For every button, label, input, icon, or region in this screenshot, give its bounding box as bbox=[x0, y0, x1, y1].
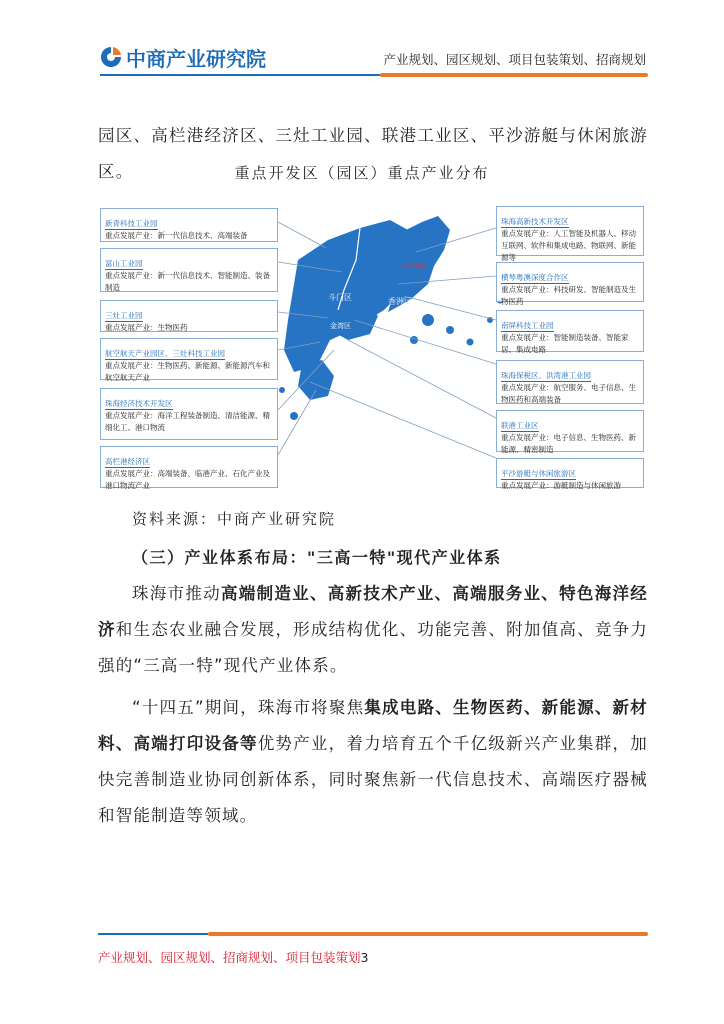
zone-title: 平沙游艇与休闲旅游区 bbox=[501, 469, 576, 478]
zone-body: 重点发展产业：生物医药、新能源、新能源汽车和航空航天产业 bbox=[105, 361, 270, 382]
map-island bbox=[410, 336, 418, 344]
p2-text-rest: 优势产业，着力培育五个千亿级新兴产业集群，加快完善制造业协同创新体系，同时聚焦新一代信息技术、高端医疗器械和智能制造等领域。 bbox=[98, 734, 648, 825]
zone-body: 重点发展产业：游艇制造与休闲旅游 bbox=[501, 481, 621, 490]
zone-title: 航空航天产业园区、三灶科技工业园 bbox=[105, 349, 225, 358]
header-divider-blue bbox=[100, 74, 380, 76]
footer-divider-orange bbox=[208, 932, 648, 936]
zone-title: 富山工业园 bbox=[105, 259, 143, 268]
zone-box-left-5 bbox=[100, 388, 278, 440]
body-paragraph-1 bbox=[98, 576, 648, 684]
brand-logo bbox=[100, 44, 266, 70]
map-island bbox=[446, 326, 454, 334]
page-number: 3 bbox=[360, 950, 369, 965]
zone-box-left-1 bbox=[100, 208, 278, 242]
map-island bbox=[290, 412, 298, 420]
header-tagline: 产业规划、园区规划、项目包装策划、招商规划 bbox=[383, 52, 646, 67]
logo-icon bbox=[100, 46, 122, 68]
zone-title: 南屏科技工业园 bbox=[501, 321, 554, 330]
zone-body: 重点发展产业：生物医药 bbox=[105, 323, 188, 332]
zone-title: 高栏港经济区 bbox=[105, 457, 150, 466]
zone-box-left-3 bbox=[100, 300, 278, 332]
zone-title: 横琴粤澳深度合作区 bbox=[501, 273, 569, 282]
zone-title: 珠海高新技术开发区 bbox=[501, 217, 569, 226]
page-header bbox=[0, 0, 724, 90]
zone-box-right-3 bbox=[496, 310, 644, 352]
footer bbox=[98, 948, 368, 966]
zone-box-left-4 bbox=[100, 338, 278, 380]
body-paragraph-2 bbox=[98, 690, 648, 834]
footer-tagline: 产业规划、园区规划、招商规划、项目包装策划 bbox=[98, 950, 361, 965]
map-landmass-gaolan bbox=[298, 360, 334, 400]
intro-paragraph: 园区、高栏港经济区、三灶工业园、联港工业区、平沙游艇与休闲旅游区。 bbox=[98, 126, 648, 181]
zone-box-right-2 bbox=[496, 262, 644, 306]
header-divider-orange bbox=[380, 73, 648, 77]
p1-text-rest: 和生态农业融合发展，形成结构优化、功能完善、附加值高、竞争力强的“三高一特”现代产业体系。 bbox=[98, 620, 649, 675]
zone-box-left-2 bbox=[100, 248, 278, 292]
development-zone-map bbox=[98, 200, 646, 490]
zone-body: 重点发展产业：智能制造装备、智能家居、集成电路 bbox=[501, 333, 629, 354]
label-xiangzhou: 香洲区 bbox=[388, 297, 412, 306]
zone-box-right-1 bbox=[496, 206, 644, 262]
zone-body: 重点发展产业：电子信息、生物医药、新能源、精密制造 bbox=[501, 433, 636, 454]
map-island bbox=[279, 387, 285, 393]
zone-body: 重点发展产业：高端装备、临港产业、石化产业及港口物流产业 bbox=[105, 469, 270, 490]
zone-body: 重点发展产业：新一代信息技术、高端装备 bbox=[105, 231, 248, 240]
zone-title: 珠海保税区、洪湾港工业园 bbox=[501, 371, 591, 380]
zone-title: 三灶工业园 bbox=[105, 311, 143, 320]
section-heading: （三）产业体系布局："三高一特"现代产业体系 bbox=[132, 548, 502, 567]
figure-caption: 重点开发区（园区）重点产业分布 bbox=[234, 164, 490, 182]
zone-body: 重点发展产业：科技研发、智能制造及生物医药 bbox=[501, 285, 636, 306]
p1-emphasis: 高端制造业、高新技术产业、高端服务业、特色海洋经济 bbox=[98, 584, 648, 639]
zone-title: 联港工业区 bbox=[501, 421, 539, 430]
zone-title: 新青科技工业园 bbox=[105, 219, 158, 228]
zone-box-right-5 bbox=[496, 410, 644, 452]
label-doumen: 斗门区 bbox=[328, 293, 352, 302]
zone-body: 重点发展产业：航空服务、电子信息、生物医药和高端装备 bbox=[501, 383, 636, 404]
zone-body: 重点发展产业：海洋工程装备制造、清洁能源、精细化工、港口物流 bbox=[105, 411, 270, 432]
zone-body: 重点发展产业：人工智能及机器人、移动互联网、软件和集成电路、物联网、新能源等 bbox=[501, 229, 636, 262]
label-jinwan: 金湾区 bbox=[330, 322, 351, 330]
map-island bbox=[467, 339, 474, 346]
zone-body: 重点发展产业：新一代信息技术、智能制造、装备制造 bbox=[105, 271, 270, 292]
footer-divider-blue bbox=[98, 933, 208, 935]
p2-emphasis: 集成电路、生物医药、新能源、新材料、高端打印设备等 bbox=[98, 698, 648, 753]
p1-text: 珠海市推动 bbox=[132, 584, 221, 603]
p2-text: “十四五”期间，珠海市将聚焦 bbox=[132, 698, 365, 717]
zone-box-left-6 bbox=[100, 446, 278, 488]
map-island bbox=[422, 314, 434, 326]
logo-text: 中商产业研究院 bbox=[126, 46, 266, 71]
zone-box-right-4 bbox=[496, 360, 644, 404]
figure-source: 资料来源：中商产业研究院 bbox=[132, 510, 337, 528]
zone-box-right-6 bbox=[496, 458, 644, 488]
label-hengqin: 横琴新区 bbox=[402, 263, 427, 270]
zone-title: 珠海经济技术开发区 bbox=[105, 399, 173, 408]
